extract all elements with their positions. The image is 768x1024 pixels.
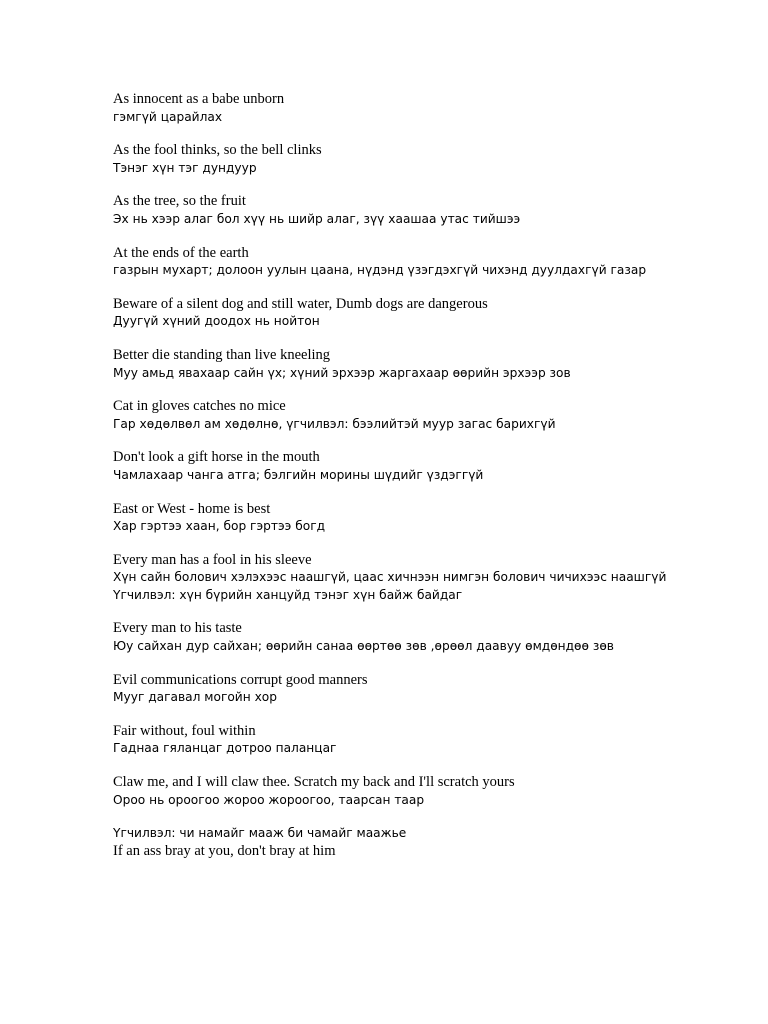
proverb-entry bbox=[113, 620, 753, 655]
proverb-mongolian: Дуугүй хүний доодох нь нойтон bbox=[113, 314, 320, 329]
proverb-english: Beware of a silent dog and still water, Dumb dogs are dangerous bbox=[113, 295, 488, 312]
proverb-mongolian: Хар гэртээ хаан, бор гэртээ богд bbox=[113, 519, 326, 534]
proverb-english: Every man has a fool in his sleeve bbox=[113, 551, 312, 568]
proverb-entry bbox=[113, 142, 753, 177]
proverb-entry bbox=[113, 91, 753, 126]
proverb-entry bbox=[113, 296, 753, 331]
proverb-entry bbox=[113, 245, 753, 280]
proverb-mongolian: Эх нь хээр алаг бол хүү нь шийр алаг, зүү хаашаа утас тийшээ bbox=[113, 211, 521, 226]
proverb-mongolian: Гар хөдөлвөл ам хөдөлнө, үгчилвэл: бээлийтэй муур загас барихгүй bbox=[113, 416, 556, 431]
proverb-entry bbox=[113, 825, 753, 860]
proverb-mongolian: Хүн сайн болович хэлэхээс наашгүй, цаас хичнээн нимгэн болович чичихээс наашгүй bbox=[113, 570, 667, 585]
proverb-english: Claw me, and I will claw thee. Scratch my back and I'll scratch yours bbox=[113, 774, 515, 791]
proverb-english: As the tree, so the fruit bbox=[113, 193, 246, 210]
proverb-mongolian: Тэнэг хүн тэг дундуур bbox=[113, 160, 257, 175]
proverb-entry bbox=[113, 501, 753, 536]
proverb-literal-translation: Үгчилвэл: чи намайг мааж би чамайг маажье bbox=[113, 826, 407, 841]
proverb-entry bbox=[113, 398, 753, 433]
proverb-english: Cat in gloves catches no mice bbox=[113, 398, 286, 415]
proverb-english: At the ends of the earth bbox=[113, 244, 249, 261]
proverb-mongolian: газрын мухарт; долоон уулын цаана, нүдэнд үзэгдэхгүй чихэнд дуулдахгүй газар bbox=[113, 263, 647, 278]
proverb-mongolian: Юу сайхан дур сайхан; өөрийн санаа өөртөө зөв ,өрөөл даавуу өмдөндөө зөв bbox=[113, 639, 614, 654]
proverb-english: Every man to his taste bbox=[113, 620, 242, 637]
proverb-entry bbox=[113, 774, 753, 809]
proverb-entry bbox=[113, 723, 753, 758]
proverb-english: As innocent as a babe unborn bbox=[113, 91, 285, 107]
proverb-entry bbox=[113, 672, 753, 707]
proverb-mongolian: Чамлахаар чанга атга; бэлгийн морины шүдийг үздэггүй bbox=[113, 467, 484, 482]
proverb-english: East or West - home is best bbox=[113, 500, 271, 517]
proverb-list bbox=[113, 91, 753, 876]
proverb-english: Better die standing than live kneeling bbox=[113, 346, 331, 363]
proverb-english: If an ass bray at you, don't bray at him bbox=[113, 842, 336, 859]
proverb-entry bbox=[113, 552, 753, 605]
proverb-english: As the fool thinks, so the bell clinks bbox=[113, 142, 322, 159]
proverb-english: Fair without, foul within bbox=[113, 722, 256, 739]
proverb-mongolian: Муу амьд явахаар сайн үх; хүний эрхээр жаргахаар өөрийн эрхээр зов bbox=[113, 365, 571, 380]
proverb-entry bbox=[113, 347, 753, 382]
proverb-english: Don't look a gift horse in the mouth bbox=[113, 449, 320, 466]
proverb-literal-translation: Үгчилвэл: хүн бүрийн ханцуйд тэнэг хүн байж байдаг bbox=[113, 587, 463, 602]
proverb-entry bbox=[113, 193, 753, 228]
proverb-mongolian: Ороо нь ороогоо жороо жороогоо, таарсан таар bbox=[113, 792, 425, 807]
proverb-english: Evil communications corrupt good manners bbox=[113, 671, 368, 688]
proverb-mongolian: гэмгүй царайлах bbox=[113, 109, 223, 124]
proverb-mongolian: Мууг дагавал могойн хор bbox=[113, 690, 277, 705]
proverb-entry bbox=[113, 449, 753, 484]
proverb-mongolian: Гаднаа гяланцаг дотроо паланцаг bbox=[113, 741, 337, 756]
